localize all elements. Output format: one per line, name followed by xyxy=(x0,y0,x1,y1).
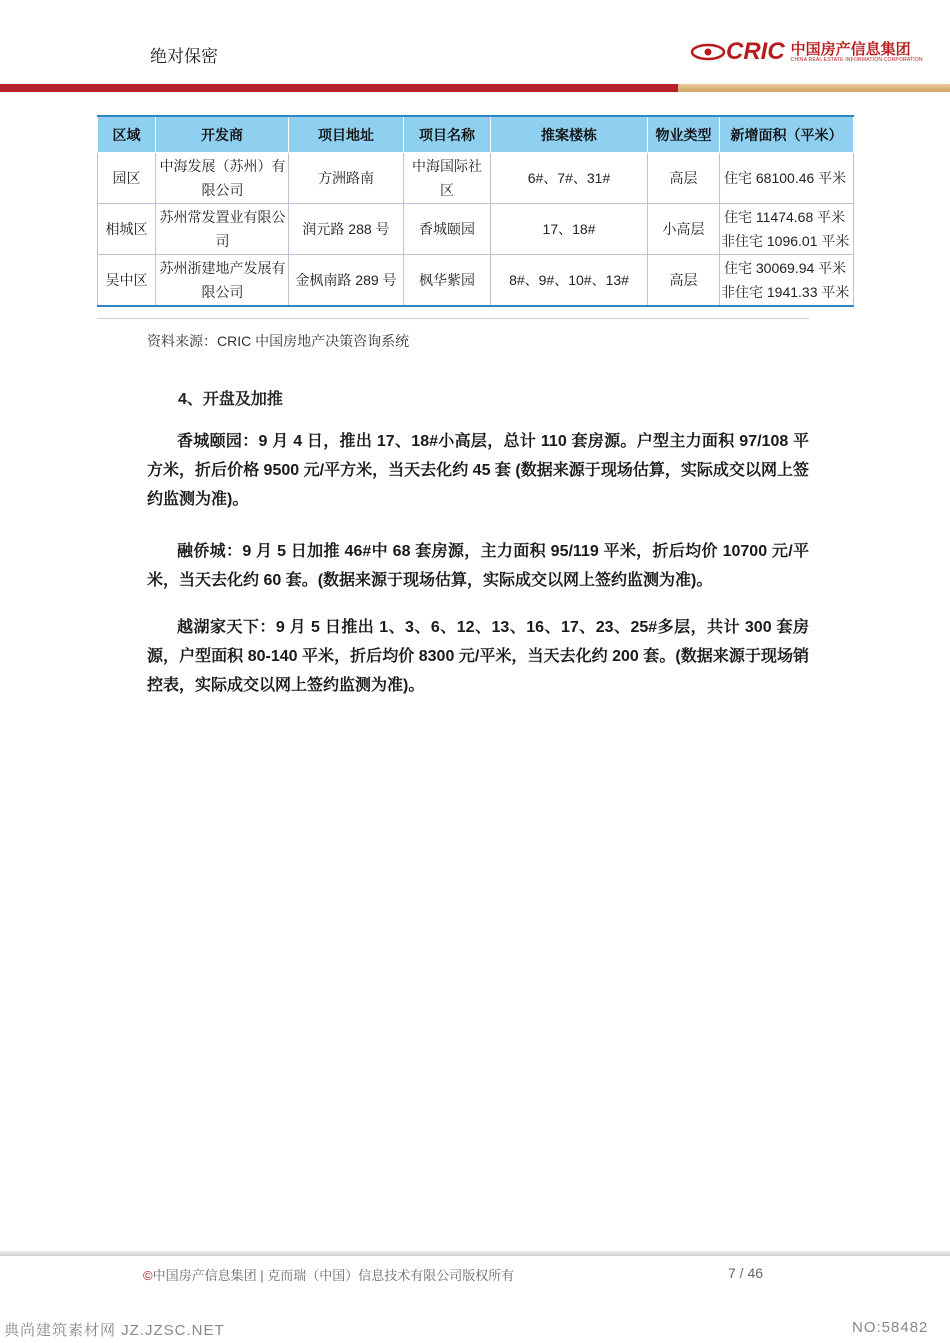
paragraph-yuehu: 越湖家天下：9 月 5 日推出 1、3、6、12、13、16、17、23、25#多层，共计 300 套房源，户型面积 80-140 平米，折后均价 8300 元/平米，当天去化约 200 套。(数据来源于现场销控表，实际成交以网上签约监测为准)。 xyxy=(147,619,809,694)
footer-rule xyxy=(0,1251,950,1256)
col-header-buildings: 推案楼栋 xyxy=(491,116,648,153)
paragraph-xiangcheng: 香城颐园：9 月 4 日，推出 17、18#小高层，总计 110 套房源。户型主力面积 97/108 平方米，折后价格 9500 元/平方米，当天去化约 45 套 (数据来源于现场估算，实际成交以网上签约监测为准)。 xyxy=(147,433,809,508)
cell-area: 住宅 30069.94 平米 非住宅 1941.33 平米 xyxy=(720,255,854,307)
cell-developer: 苏州浙建地产发展有 限公司 xyxy=(156,255,289,307)
cric-eye-icon xyxy=(690,43,726,61)
cell-project: 中海国际社 区 xyxy=(404,153,491,204)
cell-area: 住宅 68100.46 平米 xyxy=(720,153,854,204)
cell-buildings: 6#、7#、31# xyxy=(491,153,648,204)
col-header-area: 新增面积（平米） xyxy=(720,116,854,153)
logo-wordmark: CRIC xyxy=(726,38,785,65)
cell-region: 园区 xyxy=(98,153,156,204)
cell-project: 香城颐园 xyxy=(404,204,491,255)
cric-logo xyxy=(690,40,925,64)
cell-buildings: 8#、9#、10#、13# xyxy=(491,255,648,307)
col-header-type: 物业类型 xyxy=(648,116,720,153)
table-header-row xyxy=(98,116,854,153)
col-header-developer: 开发商 xyxy=(156,116,289,153)
header-bar-red xyxy=(0,84,678,92)
confidential-label: 绝对保密 xyxy=(150,47,218,66)
table-row xyxy=(98,153,854,204)
cell-project: 枫华紫园 xyxy=(404,255,491,307)
cell-region: 吴中区 xyxy=(98,255,156,307)
cell-type: 小高层 xyxy=(648,204,720,255)
section-heading: 4、开盘及加推 xyxy=(178,391,283,408)
logo-cn-name: 中国房产信息集团 xyxy=(790,40,911,58)
logo-en-name: CHINA REAL ESTATE INFORMATION CORPORATION xyxy=(790,56,923,63)
header-bar-gold xyxy=(678,84,950,92)
watermark-site: 典尚建筑素材网 JZ.JZSC.NET xyxy=(4,1322,225,1339)
col-header-project: 项目名称 xyxy=(404,116,491,153)
col-header-address: 项目地址 xyxy=(289,116,404,153)
cell-developer: 中海发展（苏州）有 限公司 xyxy=(156,153,289,204)
copyright-symbol: © xyxy=(143,1268,153,1283)
project-table xyxy=(97,115,854,307)
col-header-region: 区域 xyxy=(98,116,156,153)
header-color-bar xyxy=(0,84,950,92)
table-row xyxy=(98,204,854,255)
cell-type: 高层 xyxy=(648,255,720,307)
table-divider xyxy=(97,318,809,319)
cell-buildings: 17、18# xyxy=(491,204,648,255)
watermark-number: NO:58482 xyxy=(852,1319,929,1336)
cell-type: 高层 xyxy=(648,153,720,204)
table-row xyxy=(98,255,854,307)
footer-copyright: ©中国房产信息集团 | 克而瑞（中国）信息技术有限公司版权所有 xyxy=(143,1268,515,1283)
paragraph-rongqiao: 融侨城：9 月 5 日加推 46#中 68 套房源，主力面积 95/119 平米，折后均价 10700 元/平米，当天去化约 60 套。(数据来源于现场估算，实际成交以网上签约监测为准)。 xyxy=(147,543,809,589)
data-source-note: 资料来源：CRIC 中国房地产决策咨询系统 xyxy=(147,333,410,349)
cell-address: 润元路 288 号 xyxy=(289,204,404,255)
cell-region: 相城区 xyxy=(98,204,156,255)
cell-address: 金枫南路 289 号 xyxy=(289,255,404,307)
cell-developer: 苏州常发置业有限公 司 xyxy=(156,204,289,255)
cell-area: 住宅 11474.68 平米 非住宅 1096.01 平米 xyxy=(720,204,854,255)
page-number: 7 / 46 xyxy=(728,1265,764,1281)
cell-address: 方洲路南 xyxy=(289,153,404,204)
